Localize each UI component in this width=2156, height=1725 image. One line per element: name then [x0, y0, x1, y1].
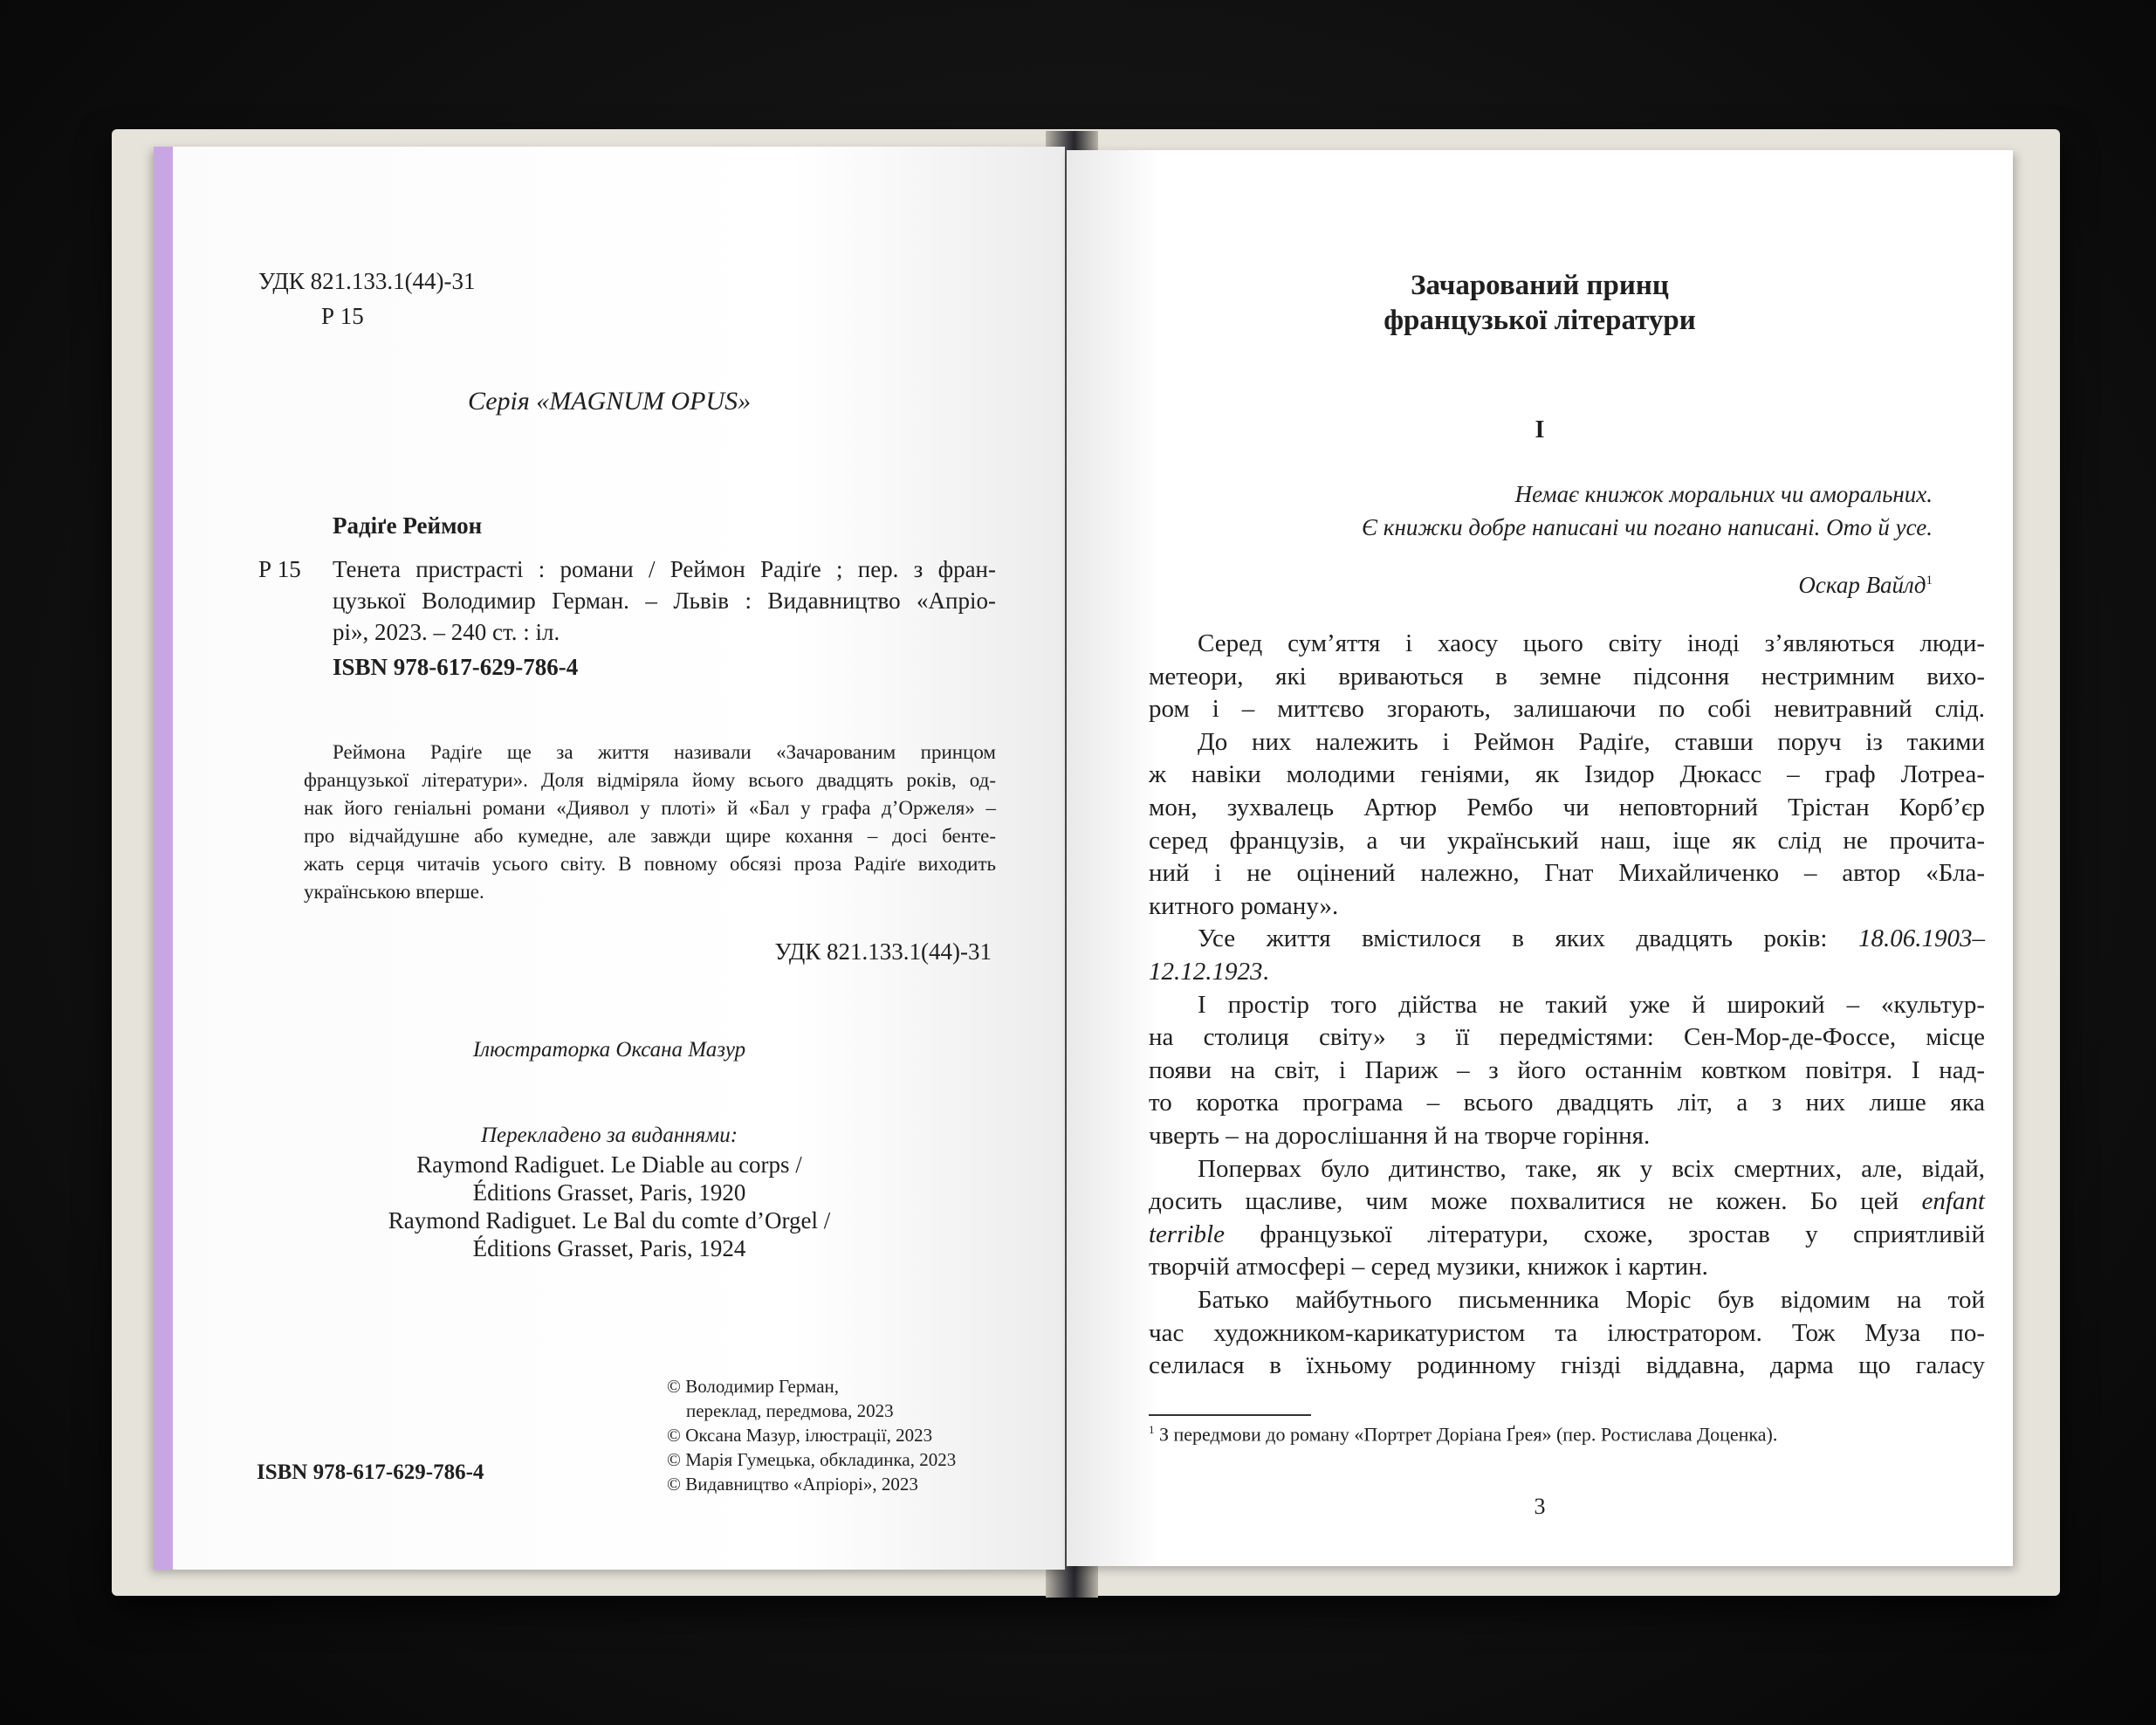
- copyright-line: © Видавництво «Апріорі», 2023: [667, 1474, 918, 1495]
- copyright-line: переклад, передмова, 2023: [686, 1400, 894, 1421]
- annotation-line: нак його геніальні романи «Диявол у плоті» й «Бал у графа д’Оржеля» –: [304, 797, 996, 819]
- isbn-bottom: ISBN 978-617-629-786-4: [257, 1460, 484, 1484]
- edition-line: Raymond Radiguet. Le Bal du comte d’Orgel /: [388, 1207, 831, 1234]
- body-line: час художником-карикатуристом та ілюстратором. Тож Муза по-: [1149, 1318, 1985, 1347]
- chapter-title-line: французької літератури: [1384, 305, 1696, 336]
- epigraph-author: Оскар Вайлд$^1$: [1798, 572, 1933, 598]
- body-line: Батько майбутнього письменника Моріс був відомим на той: [1198, 1286, 1985, 1314]
- body-line: на столиця світу» з її передмістями: Сен-Мор-де-Фоссе, місце: [1149, 1023, 1985, 1052]
- body-line: мон, зухвалець Артюр Рембо чи неповторний Трістан Корб’єр: [1149, 794, 1985, 821]
- udk-top: УДК 821.133.1(44)-31: [258, 268, 476, 294]
- udk-bottom: УДК 821.133.1(44)-31: [774, 938, 992, 965]
- body-line: Серед сум’яття і хаосу цього світу іноді з’являються люди-: [1198, 629, 1985, 657]
- edition-line: Éditions Grasset, Paris, 1924: [472, 1235, 746, 1261]
- chapter-title-line: Зачарований принц: [1411, 270, 1669, 301]
- copyright-line: © Володимир Герман,: [667, 1376, 840, 1397]
- footnote-rule: [1149, 1414, 1311, 1416]
- translated-from-label: Перекладено за виданнями:: [480, 1124, 738, 1147]
- body-line: китного роману».: [1149, 891, 1339, 920]
- body-line: ром і – миттєво згорають, залишаючи по собі невитравний слід.: [1149, 695, 1985, 724]
- series-label: Серія «MAGNUM OPUS»: [468, 387, 752, 416]
- annotation-line: французької літератури». Доля відміряла йому всього двадцять років, од-: [304, 769, 996, 791]
- body-line: Усе життя вмістилося в яких двадцять років: 18.06.1903–: [1198, 924, 1985, 953]
- edition-line: Raymond Radiguet. Le Diable au corps /: [416, 1151, 802, 1178]
- left-page: [154, 147, 1065, 1570]
- illustrator-credit: Ілюстраторка Оксана Мазур: [472, 1038, 746, 1062]
- bib-line: рі», 2023. – 240 ст. : іл.: [333, 619, 560, 645]
- body-line: метеори, які вриваються в земне підсоння нестримним вихо-: [1149, 662, 1985, 691]
- footnote: $^1$ З передмови до роману «Портрет Доріана Ґрея» (пер. Ростислава Доценка).: [1149, 1423, 1778, 1446]
- body-line: Попервах було дитинство, таке, як у всіх смертних, але, відай,: [1198, 1154, 1985, 1183]
- body-line: До них належить і Реймон Радіґе, ставши поруч із такими: [1198, 727, 1985, 756]
- bib-line: Тенета пристрасті : романи / Реймон Радіґе ; пер. з фран-: [333, 556, 996, 582]
- bib-line: цузької Володимир Герман. – Львів : Видавництво «Апріо-: [333, 588, 996, 614]
- section-number: I: [1535, 416, 1545, 443]
- body-line: серед французів, а чи український наш, іще як слід не прочита-: [1149, 826, 1985, 855]
- code-top: Р 15: [321, 303, 364, 329]
- body-line: селилася в їхньому родинному гнізді віддавна, дарма що галасу: [1149, 1351, 1985, 1380]
- page-number: 3: [1534, 1494, 1546, 1519]
- bib-code: Р 15: [258, 556, 301, 582]
- edition-line: Éditions Grasset, Paris, 1920: [472, 1179, 746, 1206]
- right-page: [1067, 150, 2013, 1566]
- annotation-line: українською вперше.: [304, 881, 484, 903]
- body-line: ж навіки молодими геніями, як Ізидор Дюкасс – граф Лотреа-: [1149, 760, 1985, 789]
- body-line: творчій атмосфері – серед музики, книжок і картин.: [1149, 1253, 1708, 1282]
- epigraph-line: Немає книжок моральних чи аморальних.: [1514, 481, 1933, 507]
- author-heading: Радіґе Реймон: [333, 512, 483, 539]
- body-line: І простір того дійства не такий уже й широкий – «культур-: [1198, 990, 1985, 1019]
- annotation-line: жать серця читачів усього світу. В повному обсязі проза Радіґе виходить: [304, 853, 996, 875]
- isbn-bib: ISBN 978-617-629-786-4: [333, 654, 579, 680]
- body-line: чверть – на дорослішання й на творче горіння.: [1149, 1122, 1651, 1150]
- lilac-edge-strip: [154, 147, 173, 1570]
- epigraph-line: Є книжки добре написані чи погано написані. Ото й усе.: [1362, 514, 1933, 540]
- body-line: то коротка програма – всього двадцять літ, а з них лише яка: [1149, 1089, 1985, 1117]
- body-line: досить щасливе, чим може похвалитися не кожен. Бо цей enfant: [1149, 1187, 1985, 1216]
- copyright-line: © Оксана Мазур, ілюстрації, 2023: [667, 1425, 933, 1446]
- annotation-line: про відчайдушне або кумедне, але завжди щире кохання – досі бенте-: [304, 825, 996, 847]
- copyright-line: © Марія Гумецька, обкладинка, 2023: [667, 1449, 957, 1470]
- body-line: появи на світ, і Париж – з його останнім ковтком повітря. І над-: [1149, 1055, 1985, 1084]
- body-line: ний і не оцінений належно, Гнат Михайличенко – автор «Бла-: [1149, 859, 1985, 888]
- annotation-line: Реймона Радіґе ще за життя називали «Зачарованим принцом: [333, 741, 996, 763]
- body-line: 12.12.1923.: [1149, 958, 1269, 986]
- body-line: terrible французької літератури, схоже, зростав у сприятливій: [1149, 1220, 1985, 1248]
